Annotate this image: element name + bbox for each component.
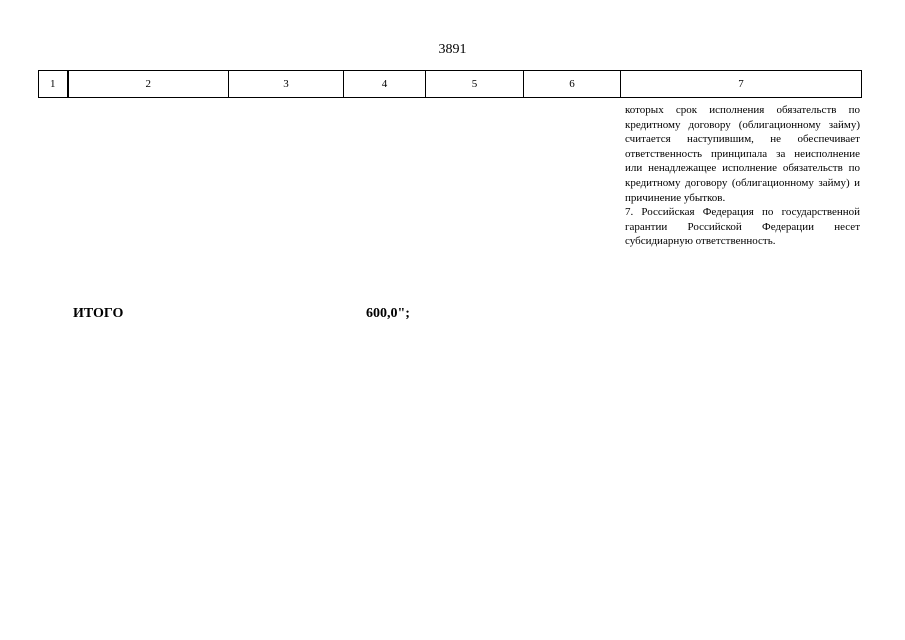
page-number: 3891 xyxy=(438,42,467,57)
column-header-7: 7 xyxy=(621,71,862,98)
column-7-paragraph-item-7: 7. Российская Федерация по государственной гарантии Российской Федерации несет субсидиарную ответственность. xyxy=(625,206,860,248)
column-7-paragraph-continuation: которых срок исполнения обязательств по кредитному договору (облигационному займу) считается наступившим, не обеспечивает ответственность принципала за неисполнение или ненадлежащее исполнение обязательств по кредитному договору (облигационному займу) и причинение убытков. xyxy=(625,104,860,204)
column-header-3: 3 xyxy=(229,71,344,98)
column-header-table xyxy=(38,70,862,98)
column-header-5: 5 xyxy=(426,71,524,98)
column-header-2: 2 xyxy=(68,71,229,98)
total-label: ИТОГО xyxy=(73,306,124,321)
column-header-6: 6 xyxy=(524,71,621,98)
column-header-4: 4 xyxy=(344,71,426,98)
column-number-row xyxy=(39,71,862,98)
total-value: 600,0"; xyxy=(366,306,410,321)
column-7-text xyxy=(625,103,860,249)
column-header-1: 1 xyxy=(39,71,68,98)
